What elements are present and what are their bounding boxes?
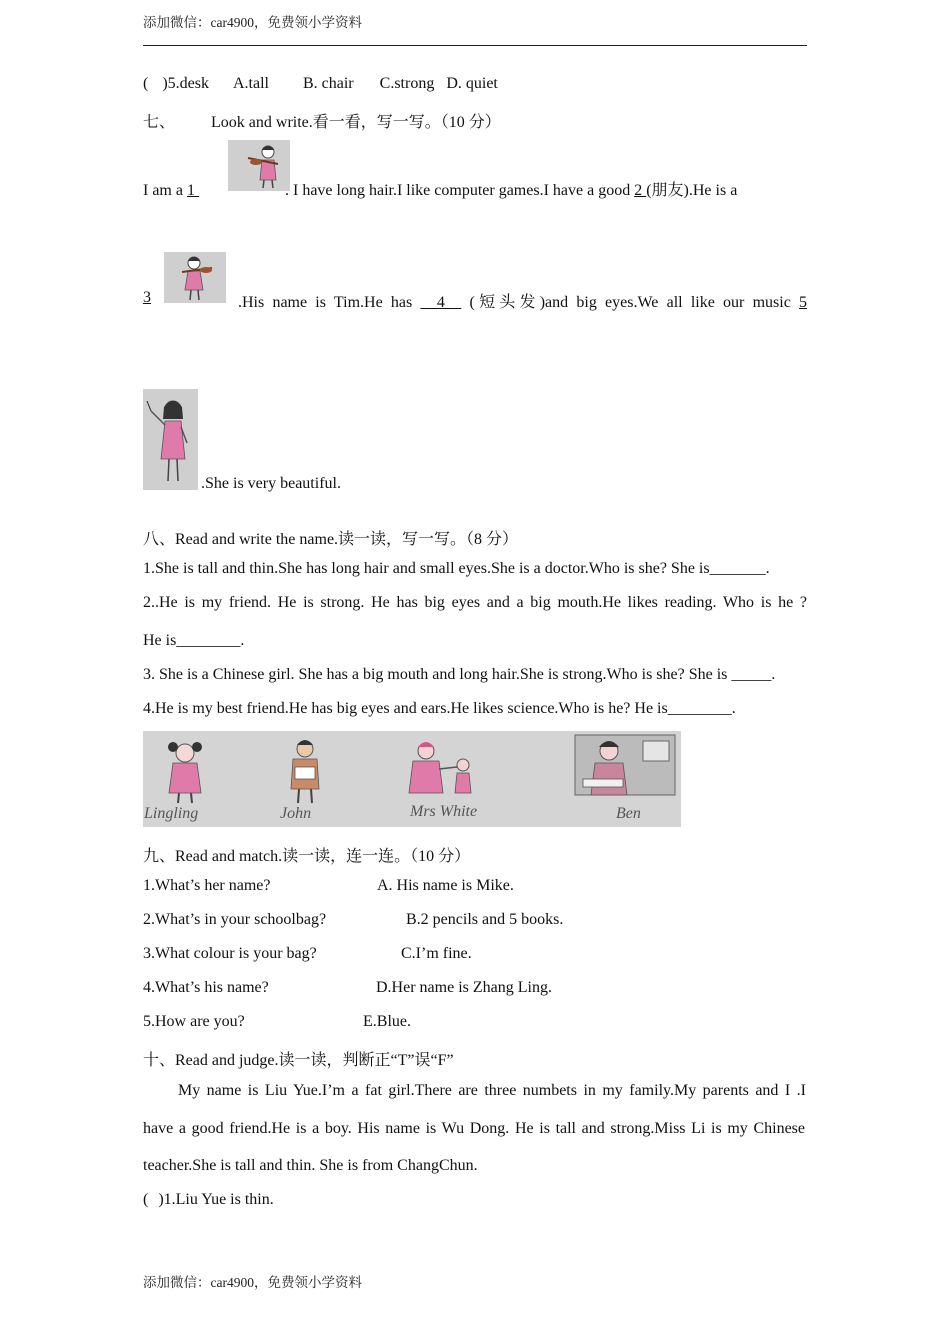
ben-figure: [575, 735, 675, 795]
sec7-l2-a: .His name is Tim.He has: [238, 294, 421, 311]
blank-3: [143, 289, 151, 307]
sec7-heading: [143, 109, 501, 132]
blank-5: 5: [799, 294, 808, 311]
sec7-line2: [238, 289, 807, 312]
q5-stem: )5.desk: [162, 75, 209, 92]
sec10-q1: )1.Liu Yue is thin.: [158, 1191, 274, 1208]
sec10-para-line2: [143, 1120, 805, 1138]
sec10-q1-line: [143, 1191, 274, 1209]
match-left-3: 3.What colour is your bag?: [143, 945, 317, 962]
sec7-l2-b: (短头发)and big eyes.We all like our music: [469, 294, 800, 311]
name-label-lingling: Lingling: [144, 805, 199, 822]
name-label-john: John: [280, 805, 312, 822]
sec9-title: 九、Read and match.读一读，连一连。（10 分）: [143, 848, 471, 865]
match-right-a: A. His name is Mike.: [377, 877, 514, 894]
sec7-l1-end: (朋友).He is a: [646, 182, 738, 199]
q5-line: [143, 75, 498, 93]
name-label-ben: Ben: [616, 805, 641, 822]
q5-option-d: D. quiet: [446, 75, 498, 92]
name-label-mrs-white: Mrs White: [410, 803, 478, 820]
match-left-5: 5.How are you?: [143, 1013, 245, 1030]
header-rule: [143, 45, 807, 46]
q5-option-a: A.tall: [232, 75, 269, 92]
header-text: 添加微信：car4900，免费领小学资料: [143, 15, 362, 30]
sec10-q1-paren: (: [143, 1191, 149, 1208]
match-left-4: 4.What’s his name?: [143, 979, 269, 996]
sec7-title: Look and write.看一看，写一写。（10 分）: [211, 114, 501, 131]
characters-picture: [143, 731, 681, 827]
sec7-l1-mid: . I have long hair.I like computer games.I have a good: [284, 182, 635, 199]
sec8-title: 八、Read and write the name.读一读，写一写。（8 分）: [143, 531, 519, 548]
match-right-b: B.2 pencils and 5 books.: [406, 911, 564, 928]
sec8-q2b: He is________.: [143, 632, 245, 649]
q5-option-c: C.strong: [379, 75, 435, 92]
footer-text: 添加微信：car4900，免费领小学资料: [143, 1275, 362, 1290]
match-left-1: 1.What’s her name?: [143, 877, 271, 894]
match-right-c: C.I’m fine.: [401, 945, 472, 962]
sec8-q2a: 2..He is my friend. He is strong. He has big eyes and a big mouth.He likes reading. Who is he ?: [143, 594, 807, 611]
sec10-para-line1: [178, 1082, 806, 1100]
blank-2: 2: [634, 182, 647, 199]
sec8-q1: 1.She is tall and thin.She has long hair and small eyes.She is a doctor.Who is she? She is_______.: [143, 560, 770, 577]
violin-girl-picture-2: [164, 252, 226, 303]
q5-paren: (: [143, 75, 149, 92]
match-left-2: 2.What’s in your schoolbag?: [143, 911, 327, 928]
sec8-q2-line1: [143, 594, 807, 612]
sec8-q3: 3. She is a Chinese girl. She has a big mouth and long hair.She is strong.Who is she? She is _____.: [143, 666, 776, 683]
sec10-p2: have a good friend.He is a boy. His name is Wu Dong. He is tall and strong.Miss Li is my Chinese: [143, 1120, 805, 1137]
blank-4: 4: [420, 294, 462, 311]
sec10-title: 十、Read and judge.读一读，判断正“T”误“F”: [143, 1052, 454, 1069]
sec8-q4: 4.He is my best friend.He has big eyes and ears.He likes science.Who is he? He is________.: [143, 700, 736, 717]
blank-1: 1: [186, 182, 199, 199]
sec10-p1: My name is Liu Yue.I’m a fat girl.There are three numbets in my family.My parents and I .I: [178, 1082, 806, 1099]
sec7-number: 七、: [143, 114, 176, 131]
sec7-line1: [143, 177, 807, 200]
sec10-p3: teacher.She is tall and thin. She is from ChangChun.: [143, 1157, 478, 1174]
sec7-l1-pre: I am a: [143, 182, 187, 199]
blank-3-text: 3: [143, 289, 151, 306]
music-teacher-picture: [143, 389, 198, 490]
match-right-d: D.Her name is Zhang Ling.: [376, 979, 552, 996]
q5-option-b: B. chair: [302, 75, 354, 92]
match-right-e: E.Blue.: [363, 1013, 411, 1030]
sec7-line3: .She is very beautiful.: [201, 475, 341, 492]
